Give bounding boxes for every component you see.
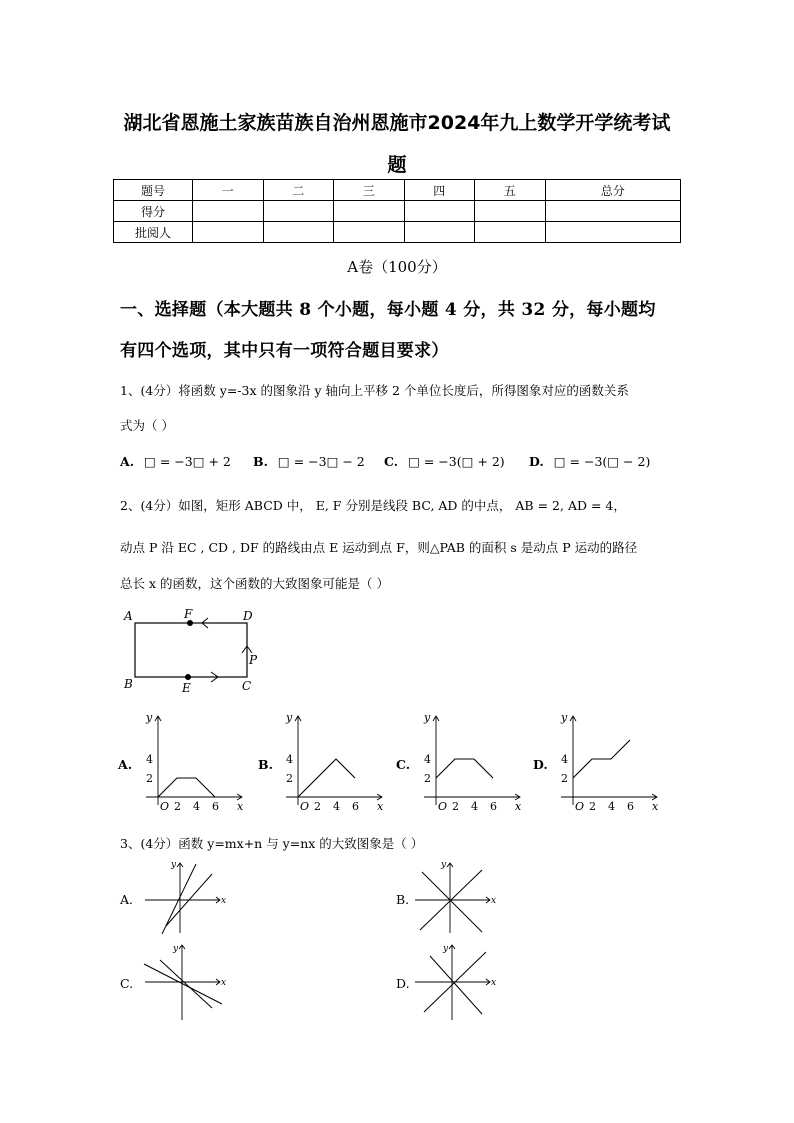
graph-line [158, 778, 215, 797]
line-y-nx [160, 960, 212, 1008]
rectangle-abcd [135, 623, 247, 677]
x-axis-label: x [491, 896, 497, 906]
score-table-cell: 一 [193, 180, 264, 201]
y-axis-label: y [286, 711, 293, 724]
score-table-cell: 四 [404, 180, 475, 201]
y-axis-label: y [424, 711, 431, 724]
score-input-cell[interactable] [334, 201, 405, 222]
y-tick-label: 4 [561, 753, 568, 766]
option-label: D. [529, 454, 544, 469]
score-table-cell: 二 [263, 180, 334, 201]
q1-line2: 式为（ ） [120, 418, 174, 433]
q2-option-c-label[interactable]: C. [396, 757, 411, 772]
q2-option-b-label[interactable]: B. [258, 757, 273, 772]
score-input-cell[interactable] [334, 222, 405, 243]
section-heading-line2: 有四个选项，其中只有一项符合题目要求） [120, 341, 449, 361]
q3-graph-a[interactable] [140, 858, 230, 938]
x-axis-label: x [221, 896, 227, 906]
q3-graph-d[interactable] [410, 940, 500, 1022]
x-tick-label: 6 [352, 800, 359, 813]
q3-option-c-label[interactable]: C. [120, 976, 134, 991]
y-axis-label: y [171, 860, 177, 870]
y-axis-label: y [173, 944, 179, 954]
y-tick-label: 4 [424, 753, 431, 766]
q3-option-d-label[interactable]: D. [396, 976, 410, 991]
x-tick-label: 4 [193, 800, 200, 813]
exam-title-line1: 湖北省恩施土家族苗族自治州恩施市2024年九上数学开学统考试 [123, 112, 671, 134]
q3-graph-b[interactable] [410, 858, 500, 938]
q2-graph-c[interactable] [414, 706, 526, 814]
q3-graph-c[interactable] [140, 940, 230, 1022]
score-input-cell[interactable] [193, 201, 264, 222]
q2-graph-b[interactable] [276, 706, 388, 814]
line-y-mx-n [162, 864, 196, 934]
y-tick-label: 4 [286, 753, 293, 766]
x-tick-label: 2 [589, 800, 596, 813]
score-table-cell: 五 [475, 180, 546, 201]
q2-graph-d[interactable] [551, 706, 663, 814]
score-table-cell: 题号 [114, 180, 193, 201]
q3-line1: 3、(4分）函数 y=mx+n 与 y=nx 的大致图象是（ ） [120, 836, 424, 851]
label-a: A [124, 609, 133, 623]
option-label: B. [253, 454, 268, 469]
line-y-mx-n [430, 956, 482, 1014]
score-row-label: 得分 [114, 201, 193, 222]
x-axis-label: x [237, 800, 244, 813]
score-input-cell[interactable] [263, 201, 334, 222]
label-c: C [242, 679, 252, 693]
volume-heading: A卷（100分） [347, 258, 447, 276]
score-table [113, 179, 681, 243]
origin-label: O [438, 800, 448, 813]
graph-line [573, 740, 630, 778]
q1-option-c[interactable] [384, 454, 505, 469]
q2-line2: 动点 P 沿 EC , CD , DF 的路线由点 E 运动到点 F，则△PAB 的面积 s 是动点 P 运动的路径 [120, 540, 638, 555]
score-input-cell[interactable] [404, 201, 475, 222]
y-tick-label: 2 [146, 772, 153, 785]
score-row-label: 批阅人 [114, 222, 193, 243]
q1-option-d[interactable] [529, 454, 650, 469]
q2-line1: 2、(4分）如图，矩形 ABCD 中， E, F 分别是线段 BC, AD 的中点， AB = 2, AD = 4， [120, 498, 626, 513]
score-input-cell[interactable] [545, 201, 681, 222]
x-tick-label: 4 [608, 800, 615, 813]
label-p: P [249, 653, 258, 667]
q2-option-d-label[interactable]: D. [533, 757, 548, 772]
score-input-cell[interactable] [475, 201, 546, 222]
q3-option-a-label[interactable]: A. [120, 892, 134, 907]
origin-label: O [575, 800, 585, 813]
score-input-cell[interactable] [475, 222, 546, 243]
rectangle-figure [118, 604, 268, 696]
y-tick-label: 2 [424, 772, 431, 785]
origin-label: O [300, 800, 310, 813]
y-axis-label: y [146, 711, 153, 724]
x-tick-label: 6 [627, 800, 634, 813]
q1-line1: 1、(4分）将函数 y=-3x 的图象沿 y 轴向上平移 2 个单位长度后，所得图象对应的函数关系 [120, 383, 629, 398]
option-text: □ = −3(□ + 2) [408, 454, 505, 469]
y-tick-label: 2 [561, 772, 568, 785]
x-axis-label: x [221, 978, 227, 988]
label-e: E [182, 681, 191, 695]
score-table-header-row [114, 180, 681, 201]
q1-option-b[interactable] [253, 454, 365, 469]
y-tick-label: 4 [146, 753, 153, 766]
option-label: A. [120, 454, 135, 469]
option-label: C. [384, 454, 399, 469]
score-input-cell[interactable] [193, 222, 264, 243]
x-axis-label: x [652, 800, 659, 813]
score-table-cell: 总分 [545, 180, 681, 201]
score-table-cell: 三 [334, 180, 405, 201]
x-axis-label: x [377, 800, 384, 813]
section-heading-line1: 一、选择题（本大题共 8 个小题，每小题 4 分，共 32 分，每小题均 [120, 300, 656, 320]
y-axis-label: y [443, 944, 449, 954]
score-table-row [114, 201, 681, 222]
q2-line3: 总长 x 的函数，这个函数的大致图象可能是（ ） [120, 576, 389, 591]
q3-option-b-label[interactable]: B. [396, 892, 410, 907]
option-text: □ = −3□ + 2 [144, 454, 231, 469]
x-tick-label: 2 [314, 800, 321, 813]
point-e [185, 674, 191, 680]
q2-graph-a[interactable] [136, 706, 248, 814]
option-text: □ = −3□ − 2 [277, 454, 365, 469]
q1-option-a[interactable] [120, 454, 231, 469]
label-b: B [124, 677, 133, 691]
line-y-mx-n [422, 872, 482, 932]
score-input-cell[interactable] [404, 222, 475, 243]
score-table-row [114, 222, 681, 243]
y-axis-label: y [441, 860, 447, 870]
line-y-mx-n [144, 964, 222, 1004]
graph-line [298, 759, 355, 797]
x-tick-label: 6 [212, 800, 219, 813]
x-tick-label: 6 [490, 800, 497, 813]
origin-label: O [160, 800, 170, 813]
x-tick-label: 2 [452, 800, 459, 813]
exam-title-line2: 题 [387, 154, 407, 176]
x-axis-label: x [491, 978, 497, 988]
y-tick-label: 2 [286, 772, 293, 785]
score-input-cell[interactable] [545, 222, 681, 243]
x-tick-label: 2 [174, 800, 181, 813]
y-axis-label: y [561, 711, 568, 724]
graph-line [436, 759, 493, 778]
score-input-cell[interactable] [263, 222, 334, 243]
label-d: D [243, 609, 253, 623]
x-axis-label: x [515, 800, 522, 813]
label-f: F [184, 607, 193, 621]
option-text: □ = −3(□ − 2) [553, 454, 651, 469]
q2-option-a-label[interactable]: A. [118, 757, 133, 772]
x-tick-label: 4 [471, 800, 478, 813]
x-tick-label: 4 [333, 800, 340, 813]
